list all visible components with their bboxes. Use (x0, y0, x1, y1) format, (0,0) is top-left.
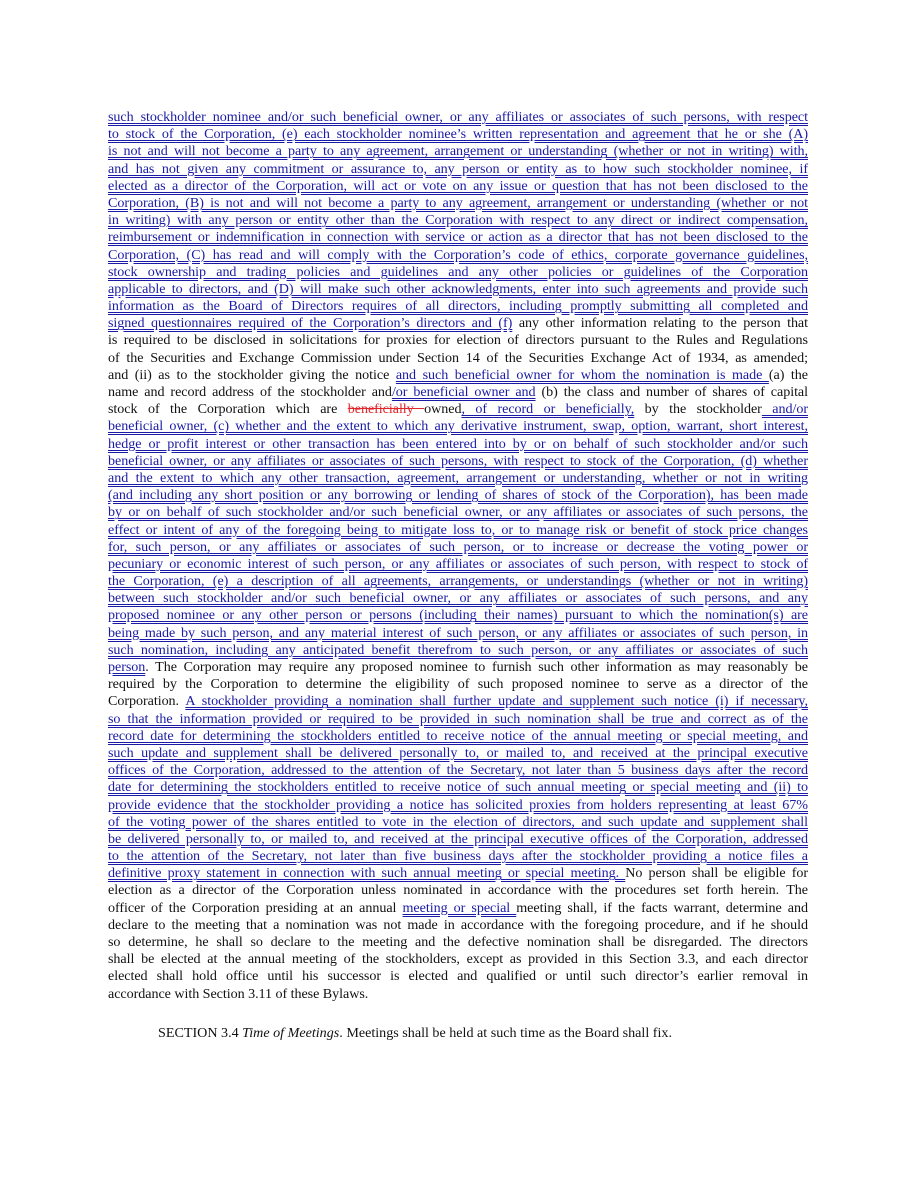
inserted-text: reimbursement or indemnification in connection with service or action as a director that has not been disclosed to the (108, 229, 808, 246)
inserted-text: of the voting power of the shares entitled to vote in the election of directors, and such update and supplement shall (108, 813, 808, 830)
inserted-text: proposed nominee or any other person or persons (including their names) pursuant to which the nomination(s) are (108, 607, 808, 624)
inserted-text: the Corporation, (e) a description of all agreements, arrangements, or understandings (whether or not in writing) (108, 573, 808, 590)
body-text: is required to be disclosed in solicitations for proxies for election of directors pursuant to the Rules and Regulations (108, 332, 808, 349)
inserted-text: effect or intent of any of the foregoing being to mitigate loss to, or to manage risk or benefit of stock price changes (108, 521, 808, 538)
inserted-text: A stockholder providing a nomination shall further update and supplement such notice (i) if necessary, (185, 693, 808, 710)
paragraph-line (108, 934, 808, 951)
paragraph-line (108, 539, 808, 556)
inserted-text: so that the information provided or required to be provided in such nomination shall be true and correct as of the (108, 710, 808, 727)
paragraph-line (108, 504, 808, 521)
inserted-text: date for determining the stockholders entitled to receive notice of such annual meeting or special meeting and (ii) to (108, 779, 808, 796)
inserted-text: stock ownership and trading policies and guidelines and any other policies or guidelines of the Corporation (108, 263, 808, 280)
body-text: elected shall hold office until his successor is elected and qualified or until such director’s earlier removal in (108, 968, 808, 985)
paragraph-line (108, 900, 808, 917)
body-text: accordance with Section 3.11 of these Bylaws. (108, 985, 369, 1002)
inserted-text: is not and will not become a party to any agreement, arrangement or understanding (whether or not in writing) with, (108, 143, 808, 160)
paragraph-line (108, 109, 808, 126)
inserted-text: to the attention of the Secretary, not later than five business days after the stockholder providing a notice files a (108, 848, 808, 865)
paragraph-line (108, 797, 808, 814)
inserted-text: and has not given any commitment or assurance to, any person or entity as to how such stockholder nominee, if (108, 160, 808, 177)
paragraph-line (108, 711, 808, 728)
paragraph-line (108, 848, 808, 865)
paragraph-line (108, 264, 808, 281)
body-text: and (ii) as to the stockholder giving the notice (108, 366, 396, 383)
inserted-text: provide evidence that the stockholder providing a notice has solicited proxies from holders representing at least 67% (108, 796, 808, 813)
inserted-text: and such beneficial owner for whom the nomination is made (395, 366, 769, 383)
body-text: so determine, he shall so declare to the meeting and the defective nomination shall be disregarded. The directors (108, 934, 808, 950)
paragraph-line (108, 556, 808, 573)
section-text: . Meetings shall be held at such time as the Board shall fix. (339, 1025, 672, 1041)
paragraph-line (108, 573, 808, 590)
inserted-text: information as the Board of Directors requires of all directors, including promptly submitting all completed and (108, 298, 808, 315)
deleted-text: beneficially (347, 401, 425, 418)
inserted-text: (and including any short position or any borrowing or lending of shares of stock of the Corporation), has been made (108, 487, 808, 504)
body-text: shall be elected at the annual meeting of the stockholders, except as provided in this Section 3.3, and each director (108, 951, 808, 968)
inserted-text: person (108, 659, 146, 675)
paragraph-line (108, 625, 808, 642)
inserted-text: in writing) with any person or entity other than the Corporation with respect to any direct or indirect compensation, (108, 212, 808, 229)
paragraph-line (108, 315, 808, 332)
inserted-text: beneficial owner, (c) whether and the extent to which any derivative instrument, swap, option, warrant, short interest, (108, 418, 808, 435)
inserted-text: record date for determining the stockholders entitled to receive notice of the annual meeting or special meeting, and (108, 727, 808, 744)
paragraph-line (108, 917, 808, 934)
paragraph-line (108, 298, 808, 315)
paragraph-line (108, 865, 808, 882)
body-text: name and record address of the stockholder and (108, 384, 392, 400)
body-text: declare to the meeting that a nomination was not made in accordance with the foregoing procedure, and if he should (108, 916, 808, 933)
inserted-text: Corporation, (C) has read and will comply with the Corporation’s code of ethics, corporate governance guidelines, (108, 246, 808, 263)
body-text: election as a director of the Corporation unless nominated in accordance with the procedures set forth herein. The (108, 882, 808, 899)
paragraph-line (108, 126, 808, 143)
body-text: (a) the (768, 366, 808, 383)
paragraph-line (108, 522, 808, 539)
body-text: meeting shall, if the facts warrant, determine and (516, 899, 808, 916)
paragraph-line (108, 436, 808, 453)
paragraph-line (108, 642, 808, 659)
paragraph-line (108, 659, 808, 676)
paragraph-line (108, 195, 808, 212)
section-3-4-heading (158, 1025, 672, 1042)
inserted-text: be delivered personally to, or mailed to, and received at the principal executive offices of the Corporation, addressed (108, 830, 808, 847)
body-text: . The Corporation may require any proposed nominee to furnish such other information as may reasonably be (145, 659, 808, 675)
inserted-text: beneficial owner, or any affiliates or associates of such persons, with respect to stock of the Corporation, (d) whether (108, 452, 808, 469)
paragraph-line (108, 487, 808, 504)
inserted-text: to stock of the Corporation, (e) each stockholder nominee’s written representation and agreement that he or she (A) (108, 126, 808, 143)
paragraph-line (108, 590, 808, 607)
inserted-text: applicable to directors, and (D) will make such other acknowledgments, enter into such agreements and provide such (108, 280, 808, 297)
paragraph-line (108, 401, 808, 418)
paragraph-line (108, 332, 808, 349)
inserted-text: signed questionnaires required of the Corporation’s directors and (f) (108, 315, 513, 332)
paragraph-line (108, 951, 808, 968)
paragraph-line (108, 161, 808, 178)
inserted-text: such nomination, including any anticipated benefit therefrom to such person, or any affiliates or associates of such (108, 641, 808, 658)
paragraph-line (108, 676, 808, 693)
section-number: SECTION 3.4 (158, 1025, 243, 1041)
nomination-paragraph (108, 109, 808, 1003)
paragraph-line (108, 453, 808, 470)
paragraph-line (108, 470, 808, 487)
inserted-text: and/or (761, 401, 809, 418)
paragraph-line (108, 986, 808, 1003)
inserted-text: , of record or beneficially, (461, 401, 635, 418)
paragraph-line (108, 831, 808, 848)
inserted-text: elected as a director of the Corporation, will act or vote on any issue or question that has not been disclosed to the (108, 177, 808, 194)
section-title: Time of Meetings (242, 1025, 340, 1041)
paragraph-line (108, 814, 808, 831)
inserted-text: by or on behalf of such stockholder and/or such beneficial owner, or any affiliates or associates of such persons, the (108, 504, 808, 521)
paragraph-line (108, 212, 808, 229)
paragraph-line (108, 418, 808, 435)
body-text: owned (424, 401, 462, 418)
paragraph-line (108, 968, 808, 985)
inserted-text: being made by such person, and any material interest of such person, or any affiliates or associates of such person, in (108, 624, 808, 641)
body-text: (b) the class and number of shares of capital (535, 384, 809, 400)
body-text: any other information relating to the person that (512, 315, 809, 332)
inserted-text: such stockholder nominee and/or such beneficial owner, or any affiliates or associates of such persons, with respect (108, 109, 808, 125)
inserted-text: and the extent to which any other transaction, agreement, arrangement or understanding, whether or not in writing (108, 469, 808, 486)
body-text: by the stockholder (634, 401, 762, 418)
paragraph-line (108, 143, 808, 160)
inserted-text: meeting or special (402, 899, 517, 916)
paragraph-line (108, 693, 808, 710)
inserted-text: between such stockholder and/or such beneficial owner, or any affiliates or associates of such persons, and any (108, 590, 808, 607)
paragraph-line (108, 384, 808, 401)
body-text: stock of the Corporation which are (108, 401, 348, 418)
body-text: No person shall be eligible for (625, 865, 808, 882)
body-text: required by the Corporation to determine the eligibility of such proposed nominee to serve as a director of the (108, 676, 808, 693)
paragraph-line (108, 178, 808, 195)
body-text: officer of the Corporation presiding at an annual (108, 899, 403, 916)
paragraph-line (108, 762, 808, 779)
paragraph-line (108, 882, 808, 899)
paragraph-line (108, 281, 808, 298)
inserted-text: hedge or profit interest or other transaction has been entered into by or on behalf of such stockholder and/or such (108, 435, 808, 452)
paragraph-line (108, 745, 808, 762)
body-text: Corporation. (108, 693, 186, 710)
paragraph-line (108, 350, 808, 367)
inserted-text: offices of the Corporation, addressed to the attention of the Secretary, not later than 5 business days after the record (108, 762, 808, 779)
inserted-text: /or beneficial owner and (391, 384, 536, 400)
paragraph-line (108, 779, 808, 796)
inserted-text: definitive proxy statement in connection with such annual meeting or special meeting. (108, 865, 626, 882)
paragraph-line (108, 367, 808, 384)
inserted-text: for, such person, or any affiliates or associates of such person, or to increase or decrease the voting power or (108, 538, 808, 555)
body-text: of the Securities and Exchange Commission under Section 14 of the Securities Exchange Act of 1934, as amended; (108, 349, 808, 366)
inserted-text: such update and supplement shall be delivered personally to, or mailed to, and received at the principal executive (108, 744, 808, 761)
inserted-text: pecuniary or economic interest of such person, or any affiliates or associates of such person, with respect to stock of (108, 555, 808, 572)
inserted-text: Corporation, (B) is not and will not become a party to any agreement, arrangement or understanding (whether or not (108, 194, 808, 211)
paragraph-line (108, 247, 808, 264)
paragraph-line (108, 607, 808, 624)
paragraph-line (108, 229, 808, 246)
paragraph-line (108, 728, 808, 745)
